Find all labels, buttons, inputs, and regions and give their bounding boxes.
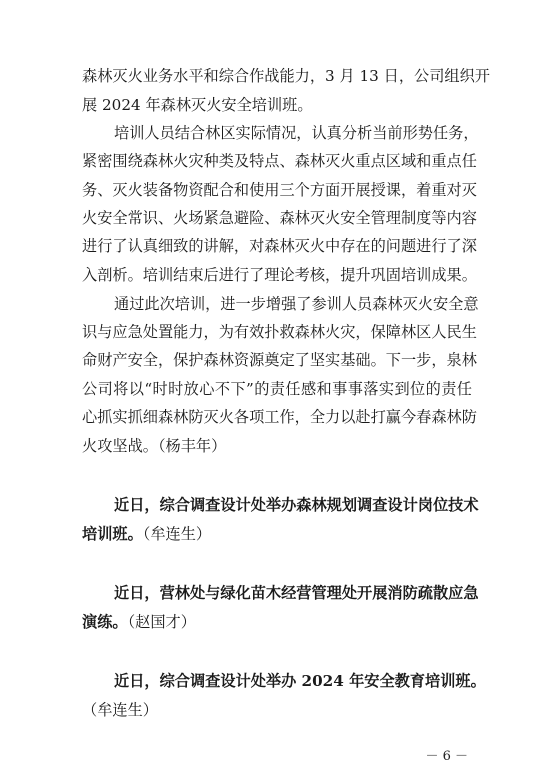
paragraph-3-line-6: 火攻坚战。（杨丰年） — [82, 437, 227, 455]
paragraph-3-line-4: 公司将以“时时放心不下”的责任感和事事落实到位的责任 — [82, 380, 472, 398]
paragraph-3-line-3: 命财产安全，保护森林资源奠定了坚实基础。下一步，泉林 — [82, 351, 477, 369]
paragraph-2-line-3: 务、灭火装备物资配合和使用三个方面开展授课，着重对灭 — [82, 181, 477, 199]
paragraph-1-line-2: 展 2024 年森林灭火安全培训班。 — [82, 96, 313, 114]
news-item-2-author: （赵国才） — [127, 613, 196, 631]
page-number: － 6 － — [425, 749, 468, 764]
news-item-2-line-1: 近日，营林处与绿化苗木经营管理处开展消防疏散应急 — [114, 584, 479, 602]
news-item-1-title-end: 培训班。 — [82, 525, 143, 543]
news-item-2-title-end: 演练。 — [82, 613, 128, 631]
news-item-3-line-2: （牟连生） — [82, 701, 158, 719]
paragraph-3-line-5: 心抓实抓细森林防灭火各项工作，全力以赴打赢今春森林防 — [82, 408, 477, 426]
news-item-3-line-1: 近日，综合调查设计处举办 2024 年安全教育培训班。 — [114, 672, 486, 690]
news-item-2-line-2 — [82, 612, 472, 632]
news-item-1-line-2 — [82, 524, 472, 544]
paragraph-2-line-5: 进行了认真细致的讲解，对森林灭火中存在的问题进行了深 — [82, 237, 477, 255]
paragraph-2-line-6: 入剖析。培训结束后进行了理论考核，提升巩固培训成果。 — [82, 266, 477, 284]
paragraph-2-line-4: 火安全常识、火场紧急避险、森林灭火安全管理制度等内容 — [82, 209, 477, 227]
paragraph-2-line-1: 培训人员结合林区实际情况，认真分析当前形势任务， — [114, 124, 479, 142]
paragraph-1-line-1: 森林灭火业务水平和综合作战能力，3 月 13 日，公司组织开 — [82, 67, 490, 85]
paragraph-3-line-2: 识与应急处置能力，为有效扑救森林火灾，保障林区人民生 — [82, 323, 477, 341]
paragraph-3-line-1: 通过此次培训，进一步增强了参训人员森林灭火安全意 — [114, 295, 479, 313]
paragraph-2-line-2: 紧密围绕森林火灾种类及特点、森林灭火重点区域和重点任 — [82, 152, 477, 170]
news-item-1-line-1: 近日，综合调查设计处举办森林规划调查设计岗位技术 — [114, 496, 479, 514]
news-item-1-author: （牟连生） — [142, 525, 212, 543]
